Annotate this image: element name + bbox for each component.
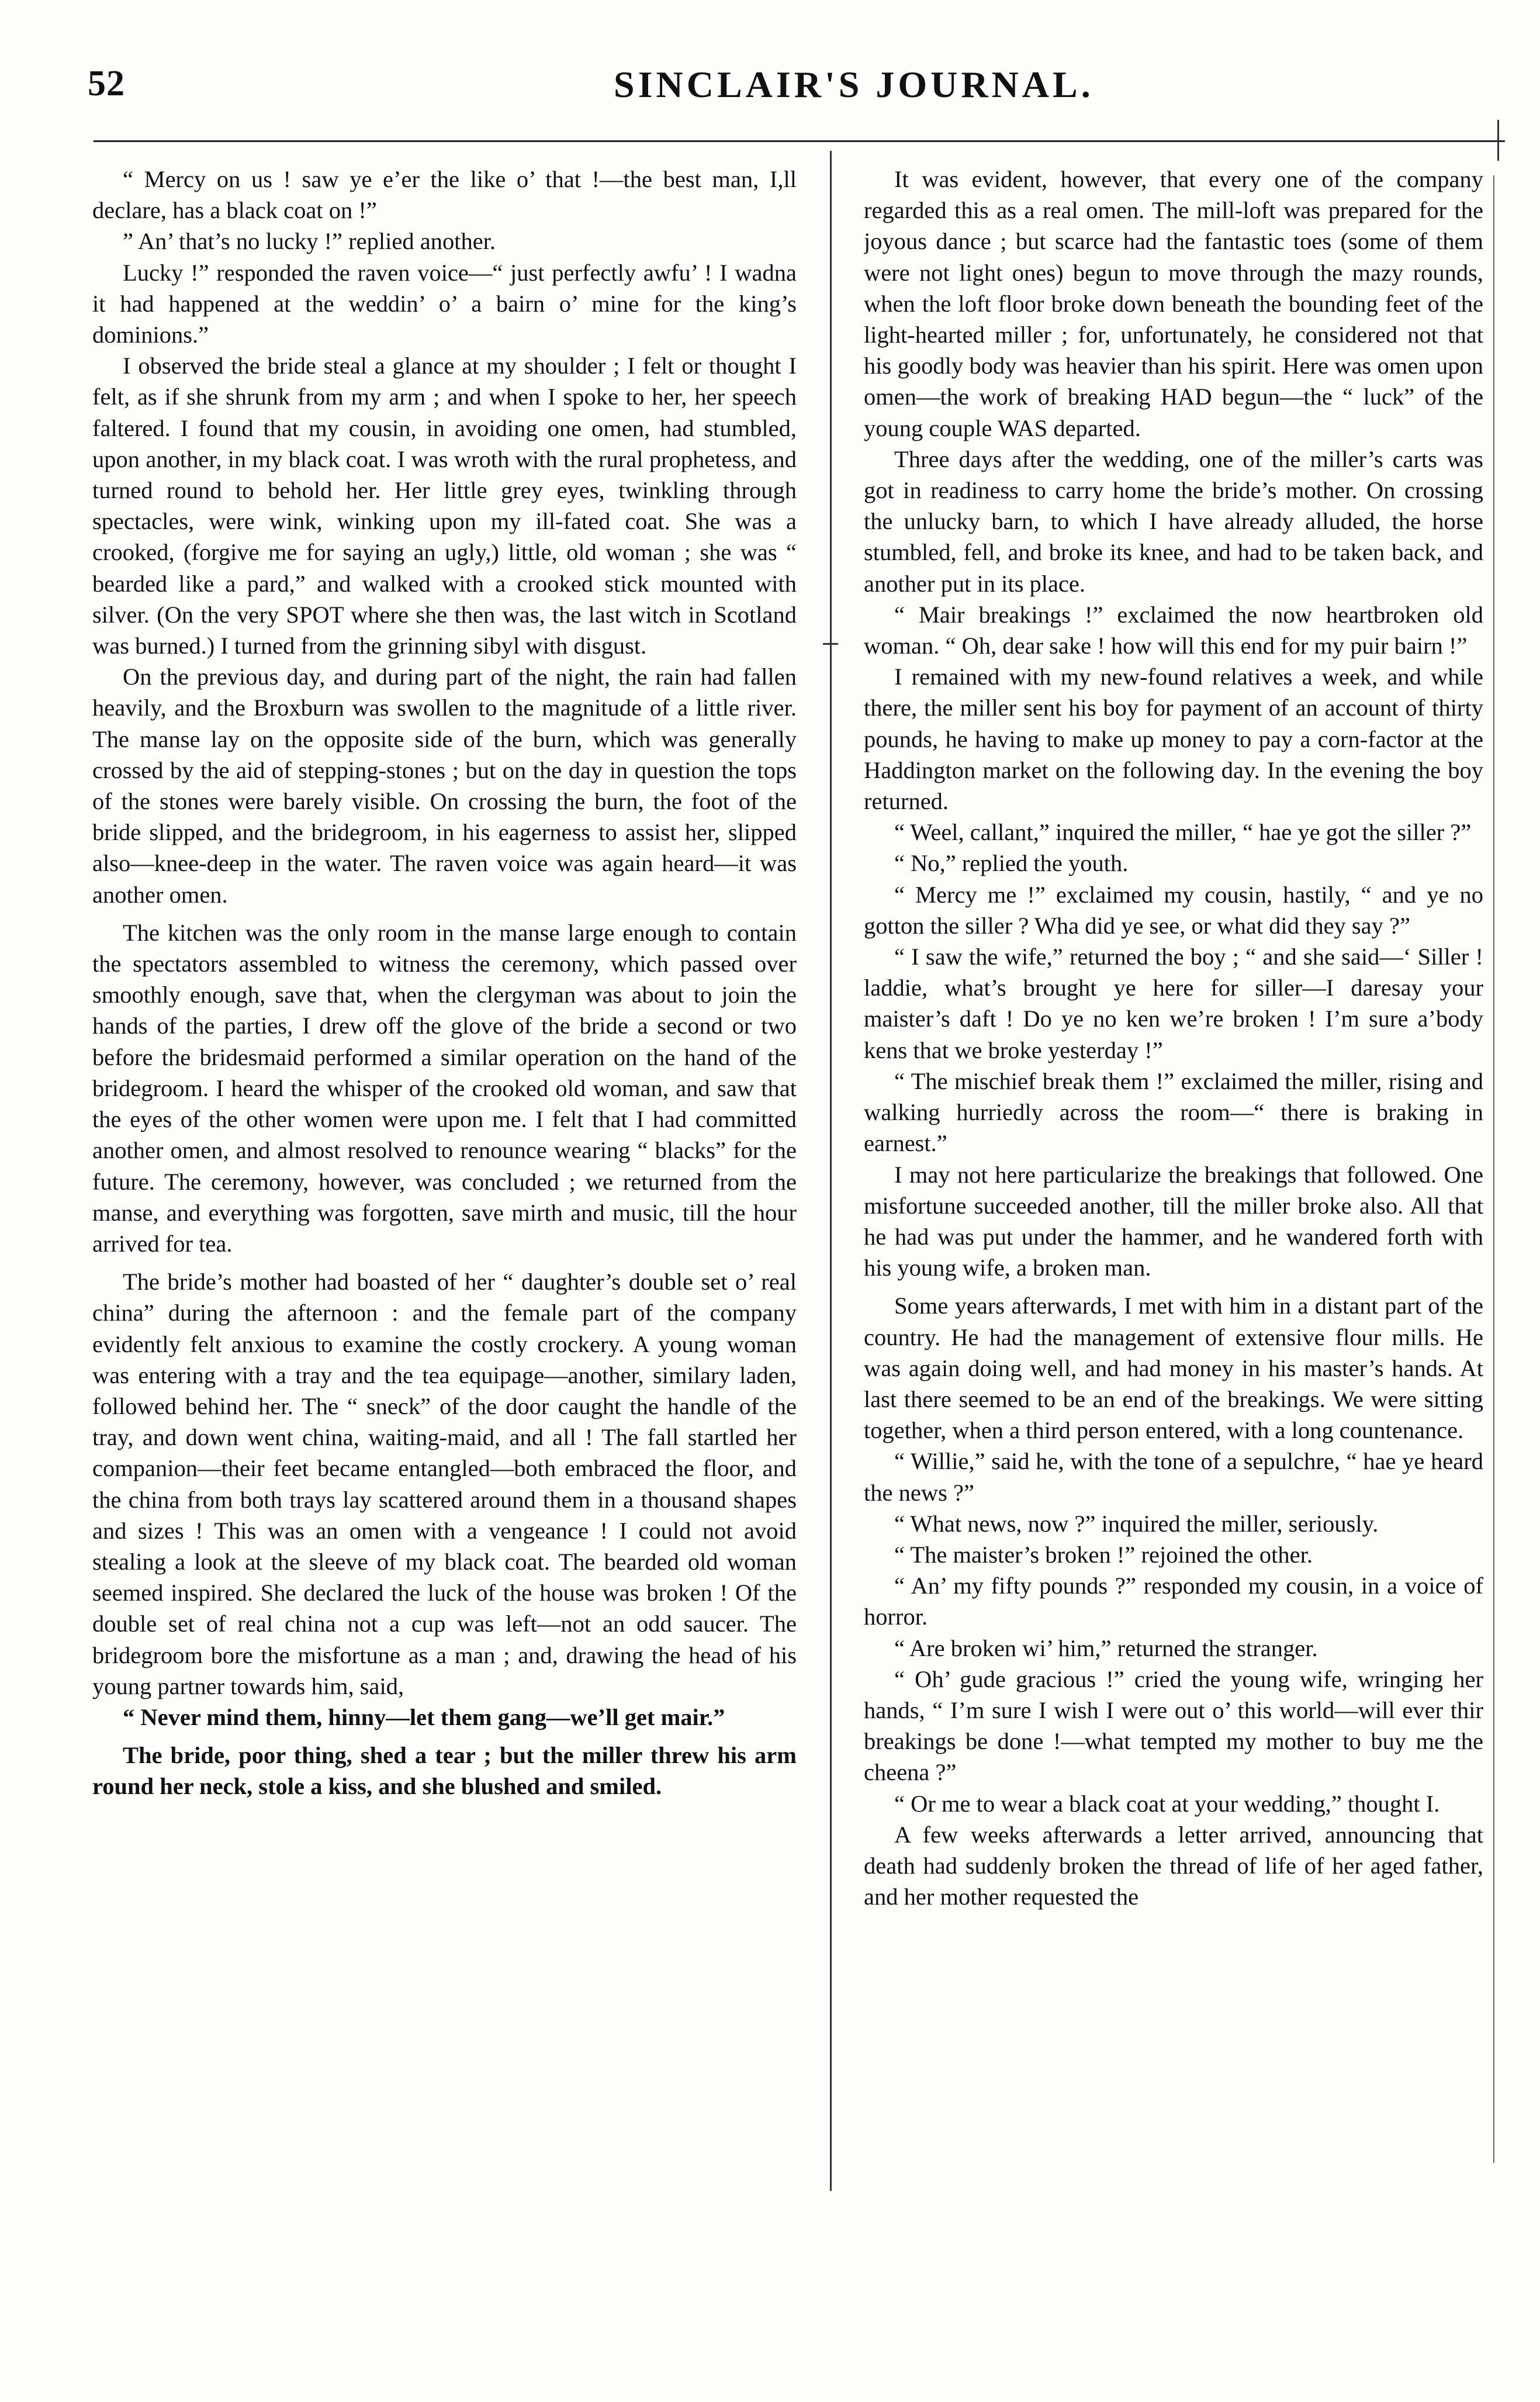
- paragraph: “ Weel, callant,” inquired the miller, “ hae ye got the siller ?”: [894, 819, 1472, 846]
- page-number: 52: [88, 64, 125, 103]
- paragraph: “ An’ my fifty pounds ?” responded my cousin, in a voice of horror.: [864, 1572, 1483, 1630]
- paragraph: I remained with my new-found relatives a week, and while there, the miller sent his boy for payment of an account of thirty pounds, he having to make up money to pay a corn-factor at the Haddington market on the following day. In the evening the boy returned.: [864, 663, 1483, 815]
- paragraph: “ Never mind them, hinny—let them gang—we’ll get mair.”: [123, 1703, 725, 1730]
- paragraph: “ Are broken wi’ him,” returned the stranger.: [894, 1634, 1318, 1661]
- header-rule: [94, 140, 1505, 142]
- paragraph: The bride, poor thing, shed a tear ; but the miller threw his arm round her neck, stole a kiss, and she blushed and smiled.: [92, 1742, 797, 1800]
- paragraph: “ Oh’ gude gracious !” cried the young wife, wringing her hands, “ I’m sure I wish I were out o’ this world—will ever thir breakings be done !—what tempted my mother to buy me the cheena ?”: [864, 1665, 1483, 1786]
- paragraph: “ No,” replied the youth.: [894, 850, 1129, 877]
- page-header: [88, 63, 1502, 116]
- paragraph: The bride’s mother had boasted of her “ daughter’s double set o’ real china” during the afternoon : and the female part of the company evidently felt anxious to examine the costly crockery. A young woman was entering with a tray and the tea equipage—another, similary laden, followed behind her. The “ sneck” of the door caught the handle of the tray, and down went china, waiting-maid, and all ! The fall startled her companion—their feet became entangled—both embraced the floor, and the china from both trays lay scattered around them in a thousand shapes and sizes ! This was an omen with a vengeance ! I could not avoid stealing a look at the sleeve of my black coat. The bearded old woman seemed inspired. She declared the luck of the house was broken ! Of the double set of real china not a cup was left—not an odd saucer. The bridegroom bore the misfortune as a man ; and, drawing the head of his young partner towards him, said,: [92, 1269, 797, 1699]
- right-column: [864, 164, 1483, 2297]
- paragraph: “ Mercy me !” exclaimed my cousin, hastily, “ and ye no gotton the siller ? Wha did ye see, or what did they say ?”: [864, 881, 1483, 939]
- left-column: [92, 164, 797, 2338]
- running-title: SINCLAIR'S JOURNAL.: [614, 64, 1094, 105]
- page-edge-rule: [1493, 175, 1494, 2163]
- paragraph: “ Mercy on us ! saw ye e’er the like o’ that !—the best man, I,ll declare, has a black coat on !”: [92, 166, 797, 224]
- paragraph: “ The mischief break them !” exclaimed the miller, rising and walking hurriedly across the room—“ there is braking in earnest.”: [864, 1067, 1483, 1157]
- edge-mark: [1497, 120, 1499, 161]
- paragraph: The kitchen was the only room in the manse large enough to contain the spectators assembled to witness the ceremony, which passed over smoothly enough, save that, when the clergyman was about to join the hands of the parties, I drew off the glove of the bride a second or two before the bridesmaid performed a similar operation on the hand of the bridegroom. I heard the whisper of the crooked old woman, and saw that the eyes of the other women were upon me. I felt that I had committed another omen, and almost resolved to renounce wearing “ blacks” for the future. The ceremony, however, was concluded ; we returned from the manse, and everything was forgotten, save mirth and music, till the hour arrived for tea.: [92, 919, 797, 1257]
- paragraph: “ What news, now ?” inquired the miller, seriously.: [894, 1510, 1379, 1537]
- column-divider-mark: [823, 643, 838, 645]
- paragraph: On the previous day, and during part of the night, the rain had fallen heavily, and the Broxburn was swollen to the magnitude of a little river. The manse lay on the opposite side of the burn, which was generally crossed by the aid of stepping-stones ; but on the day in question the tops of the stones were barely visible. On crossing the burn, the foot of the bride slipped, and the bridegroom, in his eagerness to assist her, slipped also—knee-deep in the water. The raven voice was again heard—it was another omen.: [92, 663, 797, 908]
- paragraph: A few weeks afterwards a letter arrived, announcing that death had suddenly broken the thread of life of her aged father, and her mother requested the: [864, 1821, 1483, 1910]
- paragraph: “ The maister’s broken !” rejoined the other.: [894, 1541, 1313, 1568]
- paragraph: ” An’ that’s no lucky !” replied another.: [123, 228, 496, 255]
- paragraph: Three days after the wedding, one of the miller’s carts was got in readiness to carry home the bride’s mother. On crossing the unlucky barn, to which I have already alluded, the horse stumbled, fell, and broke its knee, and had to be taken back, and another put in its place.: [864, 445, 1483, 597]
- paragraph: “ Willie,” said he, with the tone of a sepulchre, “ hae ye heard the news ?”: [864, 1448, 1483, 1506]
- paragraph: I observed the bride steal a glance at my shoulder ; I felt or thought I felt, as if she shrunk from my arm ; and when I spoke to her, her speech faltered. I found that my cousin, in avoiding one omen, had stumbled, upon another, in my black coat. I was wroth with the rural prophetess, and turned round to behold her. Her little grey eyes, twinkling through spectacles, were wink, winking upon my ill-fated coat. She was a crooked, (forgive me for saying an ugly,) little, old woman ; she was “ bearded like a pard,” and walked with a crooked stick mounted with silver. (On the very SPOT where she then was, the last witch in Scotland was burned.) I turned from the grinning sibyl with disgust.: [92, 352, 797, 659]
- paragraph: Some years afterwards, I met with him in a distant part of the country. He had the management of extensive flour mills. He was again doing well, and had money in his master’s hands. At last there seemed to be an end of the breakings. We were sitting together, when a third person entered, with a long countenance.: [864, 1292, 1483, 1444]
- paragraph: It was evident, however, that every one of the company regarded this as a real omen. The mill-loft was prepared for the joyous dance ; but scarce had the fantastic toes (some of them were not light ones) begun to move through the mazy rounds, when the loft floor broke down beneath the bounding feet of the light-hearted miller ; for, unfortunately, he considered not that his goodly body was heavier than his spirit. Here was omen upon omen—the work of breaking HAD begun—the “ luck” of the young couple WAS departed.: [864, 166, 1483, 441]
- paragraph: Lucky !” responded the raven voice—“ just perfectly awfu’ ! I wadna it had happened at the weddin’ o’ a bairn o’ mine for the king’s dominions.”: [92, 259, 797, 348]
- paragraph: “ I saw the wife,” returned the boy ; “ and she said—‘ Siller ! laddie, what’s brought ye here for siller—I daresay your maister’s daft ! Do ye no ken we’re broken ! I’m sure a’body kens that we broke yesterday !”: [864, 943, 1483, 1063]
- paragraph: “ Mair breakings !” exclaimed the now heartbroken old woman. “ Oh, dear sake ! how will this end for my puir bairn !”: [864, 601, 1483, 659]
- column-divider: [830, 151, 832, 2191]
- paragraph: I may not here particularize the breakings that followed. One misfortune succeeded another, till the miller broke also. All that he had was put under the hammer, and he wandered forth with his young wife, a broken man.: [864, 1161, 1483, 1281]
- paragraph: “ Or me to wear a black coat at your wedding,” thought I.: [894, 1790, 1440, 1817]
